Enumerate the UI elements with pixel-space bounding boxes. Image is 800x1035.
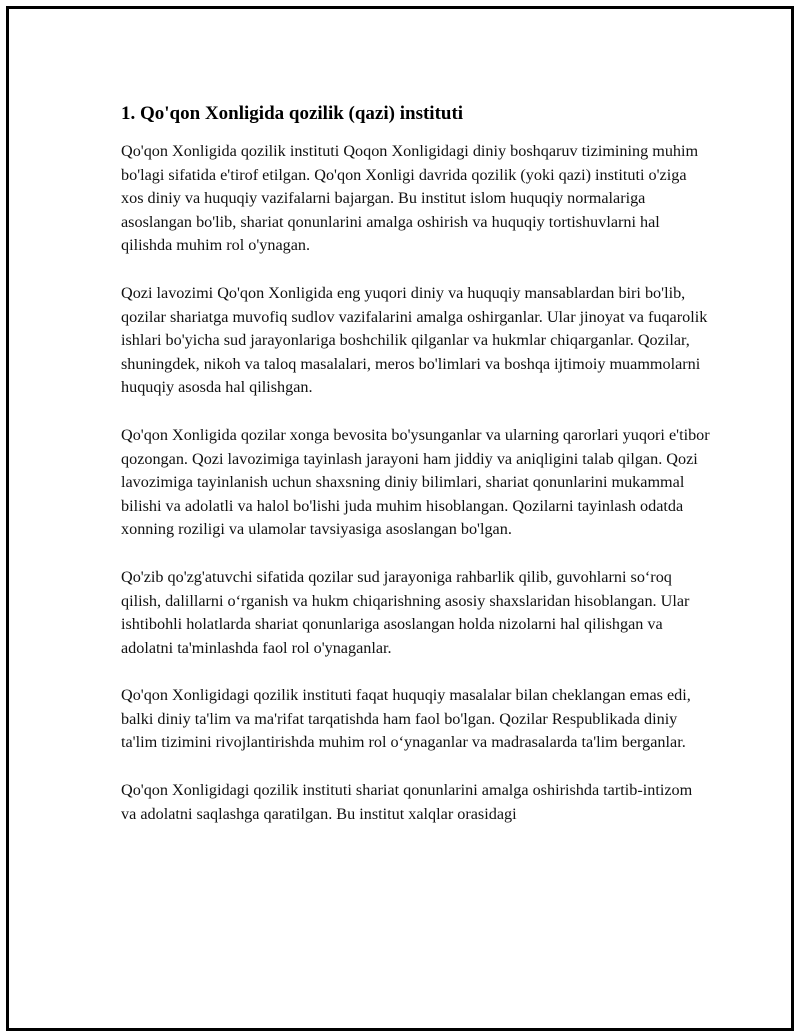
- paragraph-3: Qo'qon Xonligida qozilar xonga bevosita bo'ysunganlar va ularning qarorlari yuqori e'tibor qozongan. Qozi lavozimiga tayinlash jarayoni ham jiddiy va aniqligini talab qilgan. Qozi lavozimiga tayinlanish uchun shaxsning diniy bilimlari, shariat qonunlarini mukammal bilishi va adolatli va halol bo'lishi juda muhim hisoblangan. Qozilarni tayinlash odatda xonning roziligi va ulamolar tavsiyasiga asoslangan bo'lgan.: [121, 425, 710, 539]
- paragraph-4: Qo'zib qo'zg'atuvchi sifatida qozilar sud jarayoniga rahbarlik qilib, guvohlarni so‘roq qilish, dalillarni o‘rganish va hukm chiqarishning asosiy shaxslaridan hisoblangan. Ular ishtibohli holatlarda shariat qonunlariga asoslangan holda nizolarni hal qilishgan va adolatni ta'minlashda faol rol o'ynaganlar.: [121, 567, 690, 657]
- section-heading: 1. Qo'qon Xonligida qozilik (qazi) instituti: [121, 103, 464, 124]
- document-body: [121, 102, 711, 850]
- paragraph-1: Qo'qon Xonligida qozilik instituti Qoqon Xonligidagi diniy boshqaruv tizimining muhim bo'lagi sifatida e'tirof etilgan. Qo'qon Xonligi davrida qozilik (yoki qazi) instituti o'ziga xos diniy va huquqiy vazifalarni bajargan. Bu institut islom huquqiy normalariga asoslangan bo'lib, shariat qonunlarini amalga oshirish va huquqiy tortishuvlarni hal qilishda muhim rol o'ynagan.: [121, 142, 699, 255]
- page-frame: [6, 6, 794, 1031]
- paragraph-2: Qozi lavozimi Qo'qon Xonligida eng yuqori diniy va huquqiy mansablardan biri bo'lib, qozilar shariatga muvofiq sudlov vazifalarini amalga oshirganlar. Ular jinoyat va fuqarolik ishlari bo'yicha sud jarayonlariga boshchilik qilganlar va hukmlar chiqarganlar. Qozilar, shuningdek, nikoh va taloq masalalari, meros bo'limlari va boshqa ijtimoiy muammolarni huquqiy asosda hal qilishgan.: [121, 283, 708, 397]
- paragraph-5: Qo'qon Xonligidagi qozilik instituti faqat huquqiy masalalar bilan cheklangan emas edi, balki diniy ta'lim va ma'rifat tarqatishda ham faol bo'lgan. Qozilar Respublikada diniy ta'lim tizimini rivojlantirishda muhim rol o‘ynaganlar va madrasalarda ta'lim berganlar.: [121, 686, 691, 752]
- paragraph-6: Qo'qon Xonligidagi qozilik instituti shariat qonunlarini amalga oshirishda tartib-intizom va adolatni saqlashga qaratilgan. Bu institut xalqlar orasidagi: [121, 781, 693, 823]
